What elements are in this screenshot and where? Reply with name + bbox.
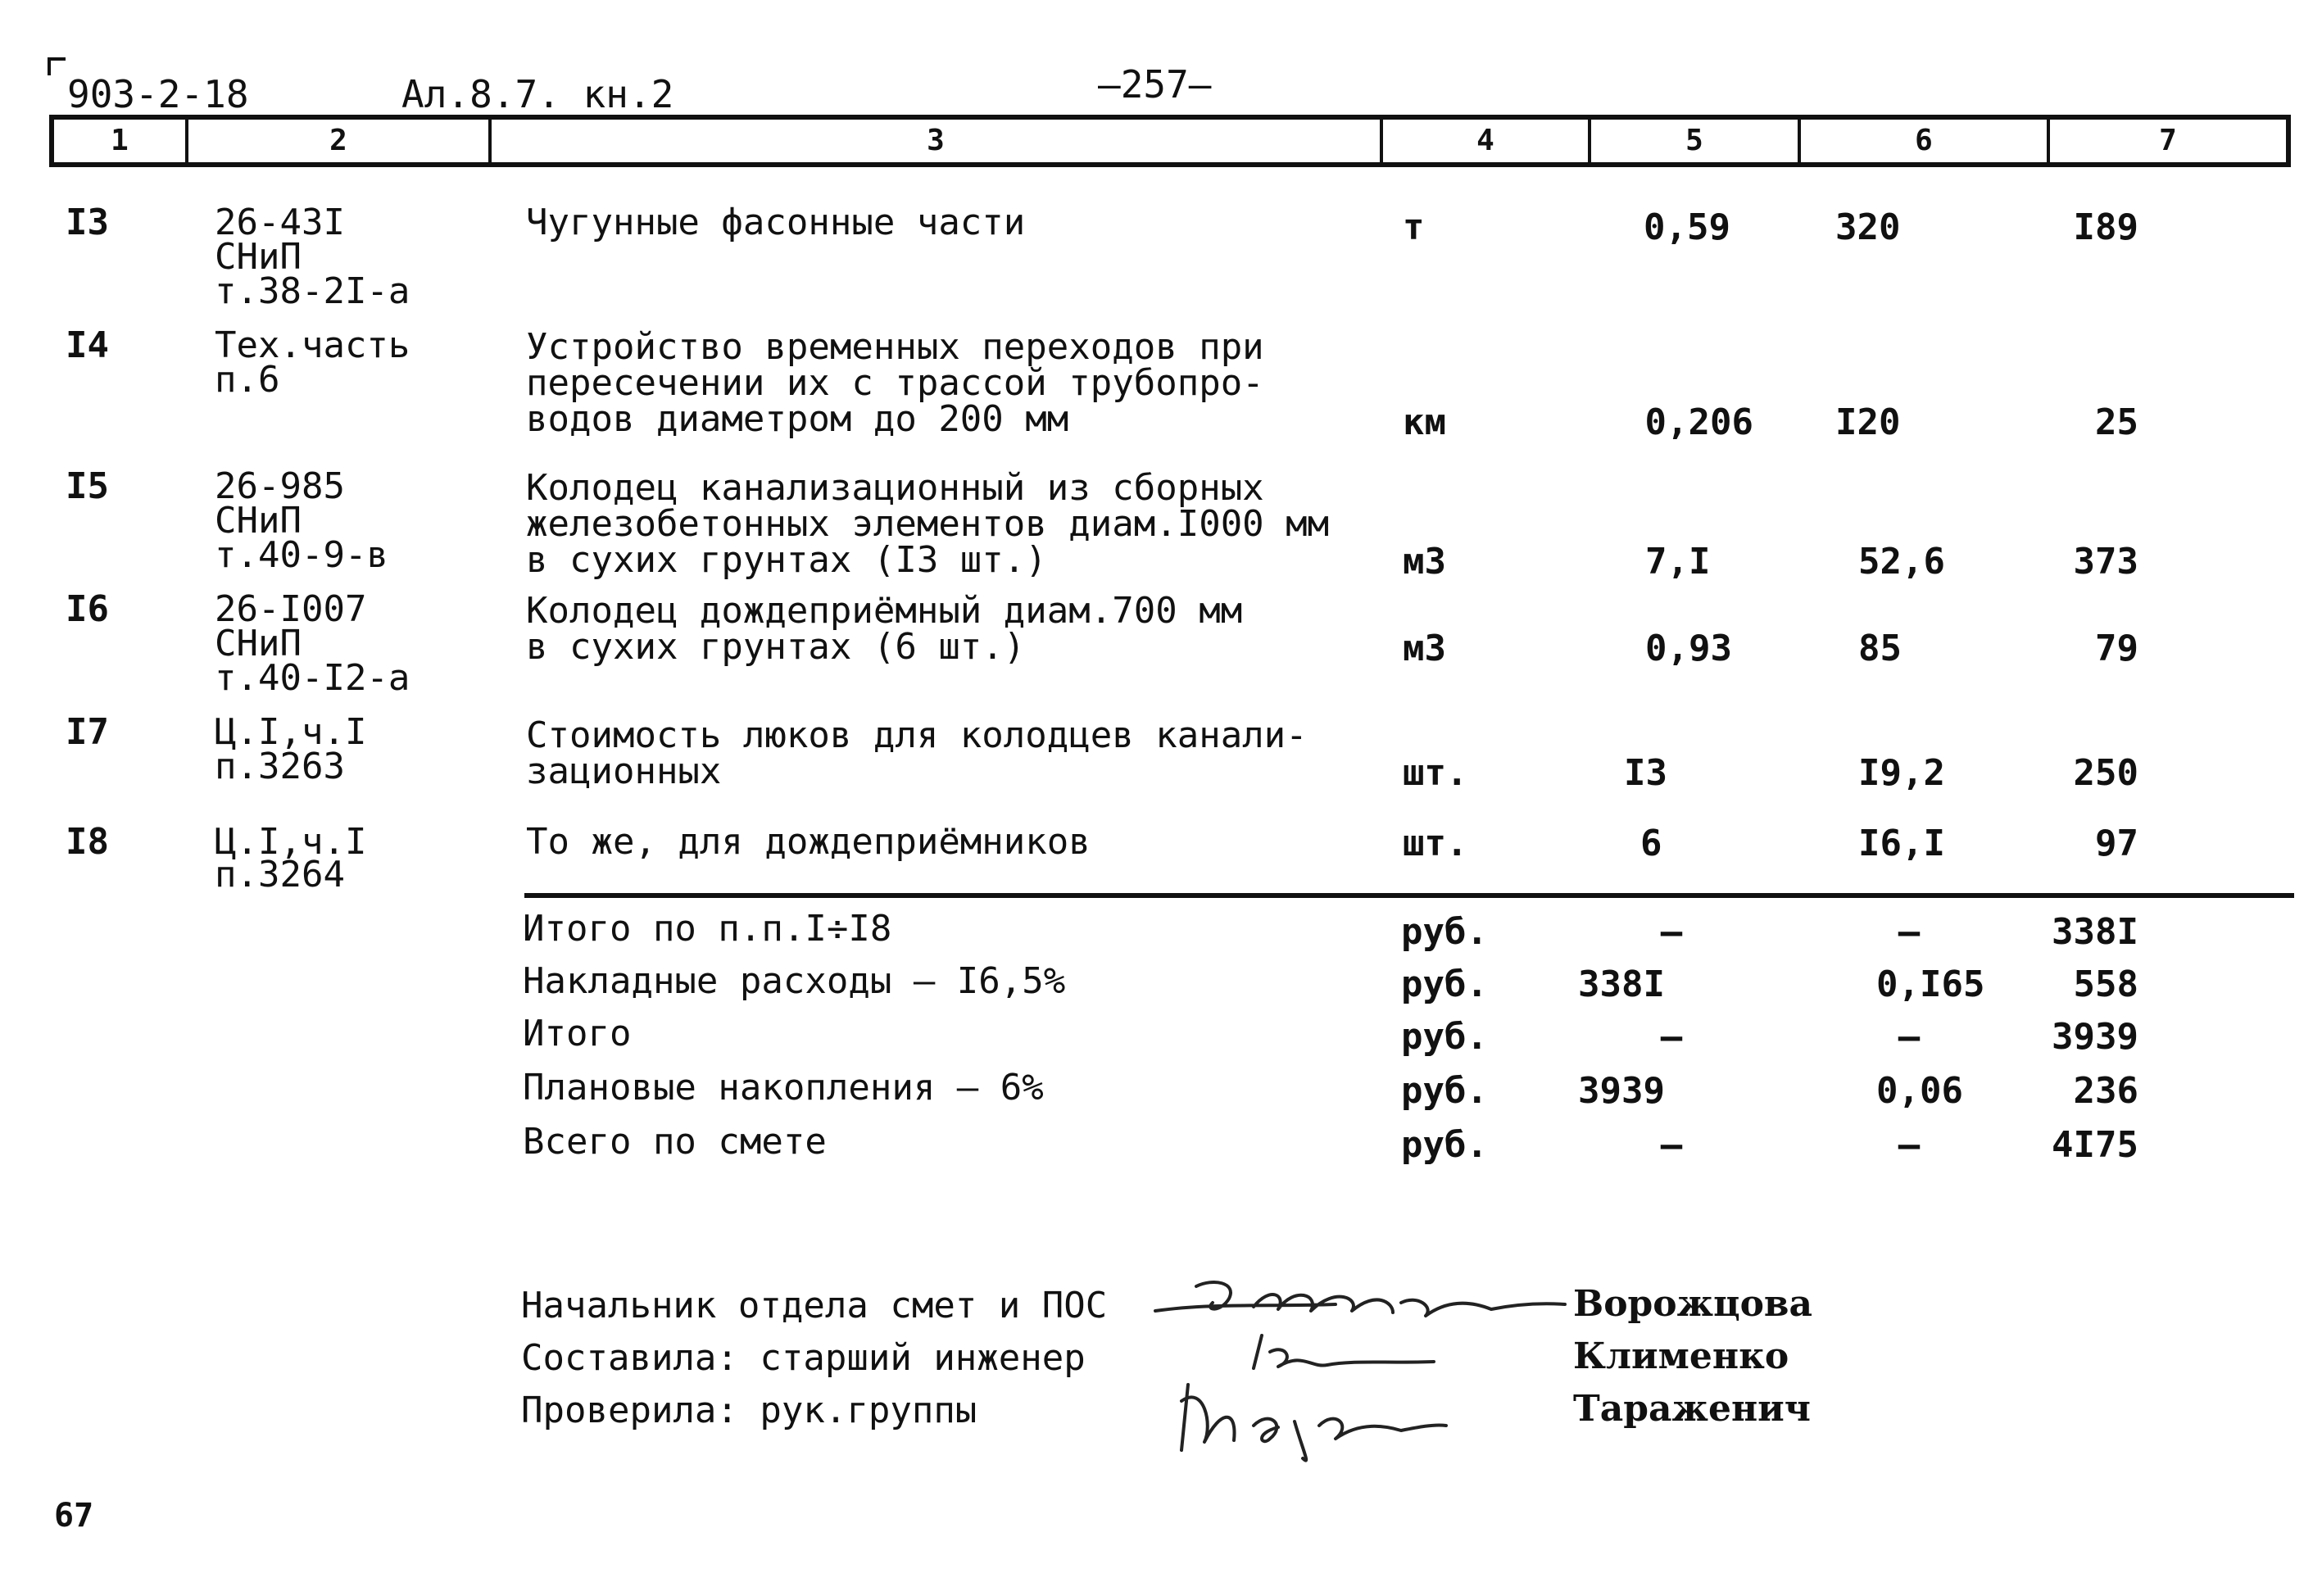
row-ref-line: п.3264	[215, 854, 345, 895]
row-description: в сухих грунтах (6 шт.)	[526, 626, 1026, 668]
signatory-name: Тараженич	[1573, 1388, 1811, 1430]
row-quantity: I3	[1624, 752, 1667, 794]
totals-rate: –	[1898, 911, 1921, 953]
row-description: Колодец канализационный из сборных	[526, 467, 1264, 509]
row-ref-line: п.3263	[215, 746, 345, 787]
totals-label: Итого	[523, 1013, 632, 1054]
column-number: 6	[1801, 120, 2050, 162]
totals-base: –	[1660, 1124, 1683, 1166]
totals-rate: 0,I65	[1876, 963, 1985, 1005]
totals-sum: 236	[2073, 1070, 2138, 1112]
column-number: 7	[2159, 124, 2177, 157]
row-unit: т	[1403, 206, 1425, 248]
row-unit: шт.	[1403, 823, 1468, 864]
totals-sum: 4I75	[2052, 1124, 2138, 1166]
totals-base: 3939	[1578, 1070, 1665, 1112]
totals-sum: 3939	[2052, 1016, 2138, 1058]
row-unit-price: I9,2	[1858, 752, 1945, 794]
row-ref-line: Тех.часть	[215, 324, 410, 366]
row-description: пересечении их с трассой трубопро-	[526, 362, 1264, 404]
totals-unit: руб.	[1401, 1124, 1488, 1166]
row-cost: 25	[2095, 401, 2138, 443]
row-unit: шт.	[1403, 752, 1468, 794]
totals-unit: руб.	[1401, 963, 1488, 1005]
row-ref-line: п.6	[215, 359, 280, 401]
row-ref-line: СНиП	[215, 236, 302, 278]
row-unit: км	[1403, 401, 1446, 443]
row-quantity: 6	[1640, 823, 1662, 864]
row-unit-price: 52,6	[1858, 541, 1945, 583]
totals-sum: 338I	[2052, 911, 2138, 953]
totals-base: 338I	[1578, 963, 1665, 1005]
row-ref-line: Ц.I,ч.I	[215, 711, 367, 753]
row-description: Чугунные фасонные части	[526, 202, 1026, 243]
column-number-row	[49, 115, 2291, 167]
signatory-name: Клименко	[1573, 1335, 1789, 1377]
row-description: Стоимость люков для колодцев канали-	[526, 714, 1308, 756]
row-number: I3	[66, 202, 109, 243]
row-description: Устройство временных переходов при	[526, 326, 1264, 368]
row-quantity: 0,206	[1644, 401, 1753, 443]
totals-label: Накладные расходы – I6,5%	[523, 960, 1066, 1002]
corner-mark	[48, 57, 66, 75]
row-ref-line: 26-I007	[215, 588, 367, 630]
row-unit-price: 320	[1835, 206, 1901, 248]
signature-role: Начальник отдела смет и ПОС	[521, 1285, 1108, 1326]
row-cost: 373	[2073, 541, 2138, 583]
row-unit-price: I6,I	[1858, 823, 1945, 864]
row-ref-line: т.40-I2-а	[215, 657, 410, 699]
doc-code: 903-2-18	[67, 72, 249, 116]
row-ref-line: СНиП	[215, 623, 302, 664]
totals-divider	[524, 893, 2294, 898]
row-cost: I89	[2073, 206, 2138, 248]
row-description: в сухих грунтах (I3 шт.)	[526, 539, 1047, 581]
totals-rate: –	[1898, 1016, 1921, 1058]
row-ref-line: 26-43I	[215, 202, 345, 243]
signature-role: Проверила: рук.группы	[521, 1390, 977, 1431]
totals-label: Итого по п.п.I÷I8	[523, 908, 892, 950]
totals-base: –	[1660, 911, 1683, 953]
totals-unit: руб.	[1401, 1016, 1488, 1058]
row-quantity: 0,93	[1645, 628, 1732, 669]
row-ref-line: Ц.I,ч.I	[215, 821, 367, 863]
totals-unit: руб.	[1401, 1070, 1488, 1112]
column-number: 2	[188, 120, 492, 162]
totals-unit: руб.	[1401, 911, 1488, 953]
row-cost: 250	[2073, 752, 2138, 794]
column-number: 3	[492, 120, 1383, 162]
row-quantity: 7,I	[1645, 541, 1711, 583]
row-number: I7	[66, 711, 109, 753]
row-unit: м3	[1403, 628, 1446, 669]
row-number: I8	[66, 821, 109, 863]
row-description: То же, для дождеприёмников	[526, 821, 1091, 863]
row-cost: 97	[2095, 823, 2138, 864]
footer-mark: 67	[54, 1497, 94, 1535]
row-cost: 79	[2095, 628, 2138, 669]
row-description: железобетонных элементов диам.I000 мм	[526, 503, 1330, 545]
totals-rate: –	[1898, 1124, 1921, 1166]
row-ref-line: СНиП	[215, 500, 302, 542]
row-description: Колодец дождеприёмный диам.700 мм	[526, 590, 1243, 632]
row-number: I5	[66, 465, 109, 507]
row-unit-price: 85	[1858, 628, 1902, 669]
column-number: 5	[1591, 120, 1801, 162]
page-number: —257—	[1098, 62, 1212, 107]
row-ref-line: 26-985	[215, 465, 345, 507]
totals-label: Всего по смете	[523, 1121, 827, 1163]
totals-rate: 0,06	[1876, 1070, 1963, 1112]
row-ref-line: т.40-9-в	[215, 534, 388, 576]
totals-sum: 558	[2073, 963, 2138, 1005]
row-unit: м3	[1403, 541, 1446, 583]
row-number: I6	[66, 588, 109, 630]
row-description: водов диаметром до 200 мм	[526, 398, 1069, 440]
row-number: I4	[66, 324, 109, 366]
row-ref-line: т.38-2I-а	[215, 270, 410, 312]
row-quantity: 0,59	[1644, 206, 1730, 248]
column-number: 1	[54, 120, 188, 162]
totals-base: –	[1660, 1016, 1683, 1058]
signatory-name: Ворожцова	[1573, 1283, 1813, 1325]
handwritten-signature	[1172, 1376, 1450, 1467]
totals-label: Плановые накопления – 6%	[523, 1067, 1044, 1109]
column-number: 4	[1383, 120, 1591, 162]
row-unit-price: I20	[1835, 401, 1901, 443]
row-description: зационных	[526, 750, 722, 792]
signature-role: Составила: старший инженер	[521, 1337, 1086, 1379]
album-ref: Ал.8.7. кн.2	[401, 72, 674, 116]
